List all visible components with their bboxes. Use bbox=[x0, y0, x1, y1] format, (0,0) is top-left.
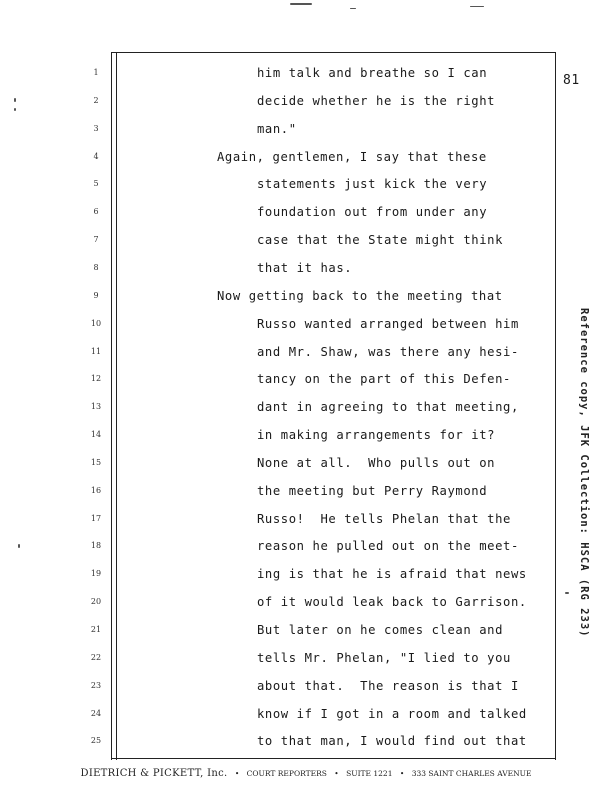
line-number: 7 bbox=[93, 235, 99, 245]
transcript-line: tells Mr. Phelan, "I lied to you bbox=[257, 650, 511, 665]
footer-service: COURT REPORTERS bbox=[246, 769, 327, 778]
transcript-line: in making arrangements for it? bbox=[257, 428, 496, 443]
frame-top-rule bbox=[111, 52, 556, 53]
transcript-line: dant in agreeing to that meeting, bbox=[257, 400, 519, 415]
scan-speck bbox=[290, 3, 312, 5]
transcript-line: tancy on the part of this Defen- bbox=[257, 372, 511, 387]
line-number: 1 bbox=[93, 68, 99, 77]
line-number: 16 bbox=[90, 485, 102, 495]
transcript-line: about that. The reason is that I bbox=[257, 678, 519, 693]
scan-speck bbox=[14, 98, 16, 102]
transcript-line: None at all. Who pulls out on bbox=[257, 455, 496, 470]
transcript-line: Now getting back to the meeting that bbox=[217, 288, 503, 303]
scan-speck bbox=[470, 6, 484, 7]
transcript-line: the meeting but Perry Raymond bbox=[257, 483, 488, 498]
frame-bottom-rule bbox=[111, 758, 556, 759]
line-number: 5 bbox=[93, 179, 99, 189]
scan-speck bbox=[350, 8, 356, 9]
transcript-line: Again, gentlemen, I say that these bbox=[217, 149, 487, 164]
transcript-line: But later on he comes clean and bbox=[257, 623, 504, 637]
frame-right-rule bbox=[555, 52, 556, 760]
line-number: 12 bbox=[90, 374, 102, 384]
transcript-line: man." bbox=[257, 121, 297, 136]
transcript-line: case that the State might think bbox=[257, 233, 504, 248]
page-number: 81 bbox=[563, 73, 580, 88]
footer-firm-name: DIETRICH & PICKETT, Inc. bbox=[80, 768, 228, 779]
transcript-line: to that man, I would find out that bbox=[257, 734, 527, 749]
line-number: 25 bbox=[90, 736, 102, 746]
scan-speck bbox=[565, 592, 569, 594]
footer-suite: SUITE 1221 bbox=[346, 769, 393, 778]
transcript-line: foundation out from under any bbox=[257, 205, 488, 220]
line-number: 6 bbox=[93, 207, 99, 217]
line-number: 21 bbox=[90, 625, 102, 634]
transcript-line: Russo wanted arranged between him bbox=[257, 316, 519, 331]
line-number: 19 bbox=[90, 569, 102, 579]
line-number: 18 bbox=[90, 541, 102, 551]
transcript-line: and Mr. Shaw, was there any hesi- bbox=[257, 344, 519, 359]
line-number: 9 bbox=[93, 290, 99, 300]
transcript-line: of it would leak back to Garrison. bbox=[257, 595, 527, 610]
footer-separator: • bbox=[234, 769, 240, 778]
frame-left-double-rule bbox=[111, 52, 117, 760]
transcript-line: him talk and breathe so I can bbox=[257, 66, 488, 80]
line-number: 22 bbox=[90, 652, 102, 662]
line-number: 2 bbox=[93, 95, 99, 105]
transcript-line: statements just kick the very bbox=[257, 177, 488, 192]
line-number: 13 bbox=[90, 402, 102, 412]
transcript-line: that it has. bbox=[257, 260, 353, 275]
line-number: 10 bbox=[90, 318, 102, 328]
transcript-line: reason he pulled out on the meet- bbox=[257, 539, 519, 554]
footer-address: 333 SAINT CHARLES AVENUE bbox=[411, 769, 532, 778]
line-number: 20 bbox=[90, 597, 102, 607]
line-number: 24 bbox=[90, 708, 102, 718]
line-number: 8 bbox=[93, 262, 99, 272]
footer-separator: • bbox=[334, 769, 339, 778]
transcript-line: decide whether he is the right bbox=[257, 93, 496, 108]
court-reporter-footer bbox=[0, 768, 612, 779]
line-number: 11 bbox=[90, 346, 102, 356]
footer-separator: • bbox=[399, 769, 405, 778]
scan-speck bbox=[14, 108, 16, 111]
scan-speck bbox=[18, 544, 20, 548]
line-number: 4 bbox=[93, 151, 99, 161]
line-number: 3 bbox=[93, 123, 99, 133]
transcript-line: ing is that he is afraid that news bbox=[257, 567, 527, 582]
transcript-line: know if I got in a room and talked bbox=[257, 706, 527, 721]
line-number: 14 bbox=[90, 430, 102, 440]
line-number: 15 bbox=[90, 457, 102, 467]
archive-reference-stamp: Reference copy, JFK Collection: HSCA (RG 233) bbox=[578, 308, 590, 638]
transcript-line: Russo! He tells Phelan that the bbox=[257, 511, 511, 526]
line-number: 17 bbox=[90, 513, 102, 523]
line-number: 23 bbox=[90, 680, 102, 690]
